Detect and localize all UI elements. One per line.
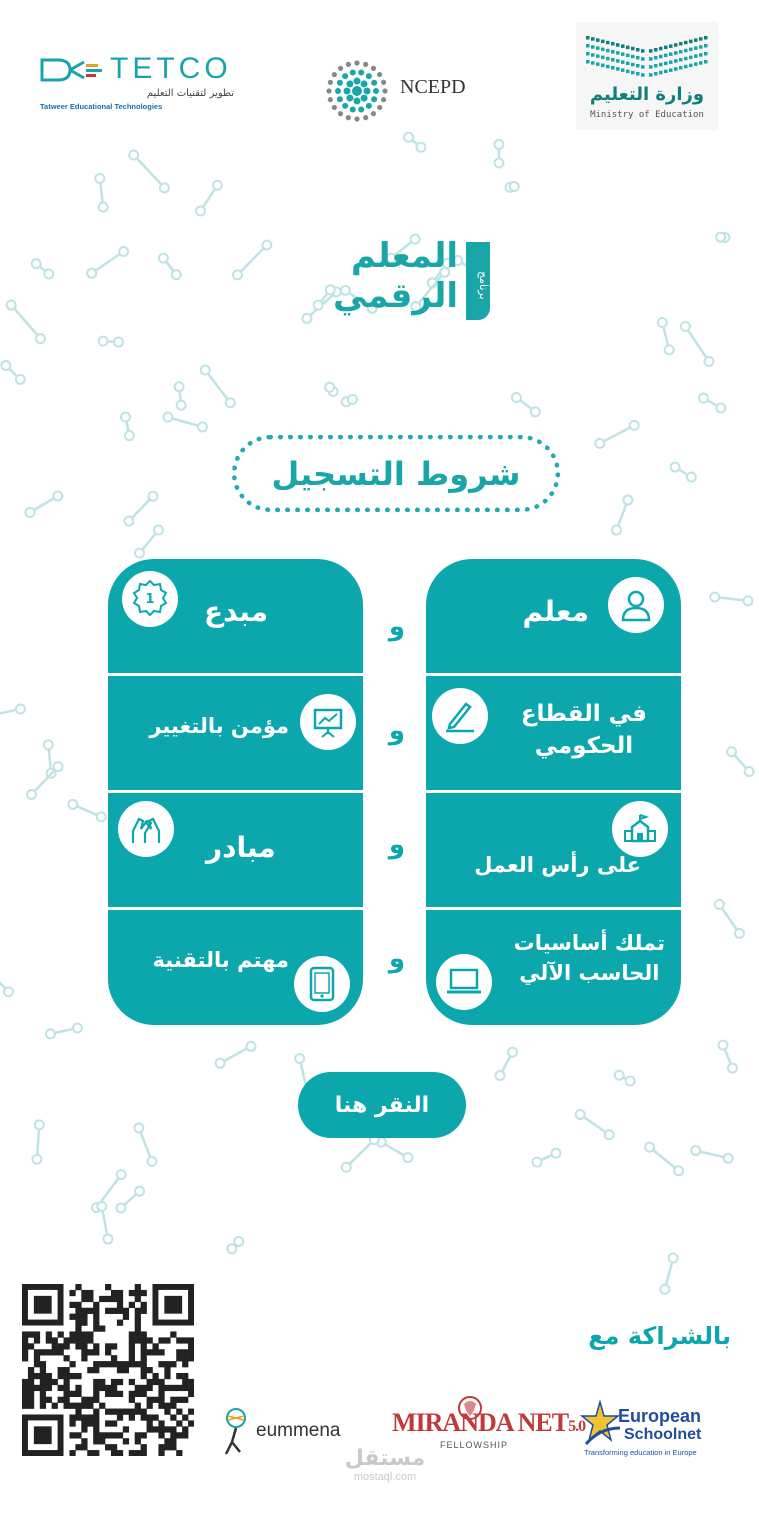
tetco-name: TETCO <box>110 52 232 85</box>
ncepd-dots-icon <box>322 56 392 126</box>
connector-and: و <box>388 830 406 860</box>
trait-label: مبدع <box>204 595 269 628</box>
program-line1: المعلم <box>351 236 458 276</box>
requirement-label: على رأس العمل <box>474 853 641 877</box>
laptop-icon <box>436 954 492 1010</box>
hands-icon <box>118 801 174 857</box>
qr-code[interactable] <box>22 1284 194 1456</box>
requirement-computer-basics <box>426 910 681 1024</box>
ministry-logo <box>576 22 718 130</box>
connector-and: و <box>388 716 406 746</box>
trait-believes-change <box>108 676 363 790</box>
ministry-english: Ministry of Education <box>590 110 704 120</box>
ncepd-name: NCEPD <box>400 76 466 98</box>
teacher-icon <box>608 577 664 633</box>
connector-and: و <box>388 944 406 974</box>
requirement-active-job <box>426 793 681 907</box>
tetco-logo <box>40 52 240 118</box>
click-here-button[interactable]: النقر هنا <box>298 1072 466 1138</box>
program-label: برنامج <box>466 242 490 320</box>
connector-and: و <box>388 612 406 642</box>
award-icon <box>122 571 178 627</box>
schoolnet-name-1: European <box>618 1406 702 1426</box>
mirandanet-version: 5.0 <box>568 1418 586 1435</box>
european-schoolnet-logo <box>578 1396 734 1462</box>
watermark: مستقل mostaql.com <box>344 1446 426 1483</box>
eummena-figure-icon <box>222 1406 256 1458</box>
schoolnet-tagline: Transforming education in Europe <box>584 1448 697 1457</box>
trait-proactive <box>108 793 363 907</box>
mirandanet-sub: FELLOWSHIP <box>440 1440 509 1450</box>
requirement-label: معلم <box>522 595 589 628</box>
tetco-book-icon <box>40 56 106 84</box>
tetco-arabic: تطوير لتقنيات التعليم <box>146 88 234 99</box>
program-logo <box>316 236 494 326</box>
requirements-card-left <box>108 559 363 1025</box>
title-pill <box>232 435 560 512</box>
trait-label: مبادر <box>206 831 276 864</box>
ministry-arabic: وزارة التعليم <box>589 84 705 105</box>
tetco-english: Tatweer Educational Technologies <box>40 102 163 111</box>
requirement-government <box>426 676 681 790</box>
ministry-dots-icon <box>576 22 718 82</box>
svg-text:1: 1 <box>145 592 155 607</box>
tablet-icon <box>294 956 350 1012</box>
trait-tech-interested <box>108 910 363 1024</box>
trait-label: مهتم بالتقنية <box>152 948 289 972</box>
presentation-icon <box>300 694 356 750</box>
trait-label: مؤمن بالتغيير <box>149 714 289 738</box>
eummena-name: eummena <box>256 1420 341 1441</box>
schoolnet-name-2: Schoolnet <box>624 1426 702 1443</box>
partners-label: بالشراكة مع <box>588 1322 731 1350</box>
ncepd-logo <box>322 56 502 122</box>
trait-creative <box>108 559 363 673</box>
requirement-label: في القطاع الحكومي <box>520 701 647 759</box>
program-line2: الرقمي <box>332 276 458 316</box>
mirandanet-name: MIRANDA NET <box>392 1408 569 1437</box>
school-icon <box>612 801 668 857</box>
requirement-label: تملك أساسيات الحاسب الآلي <box>513 931 665 985</box>
requirement-teacher <box>426 559 681 673</box>
page-title: شروط التسجيل <box>271 454 521 493</box>
requirements-card-right <box>426 559 681 1025</box>
pen-icon <box>432 688 488 744</box>
